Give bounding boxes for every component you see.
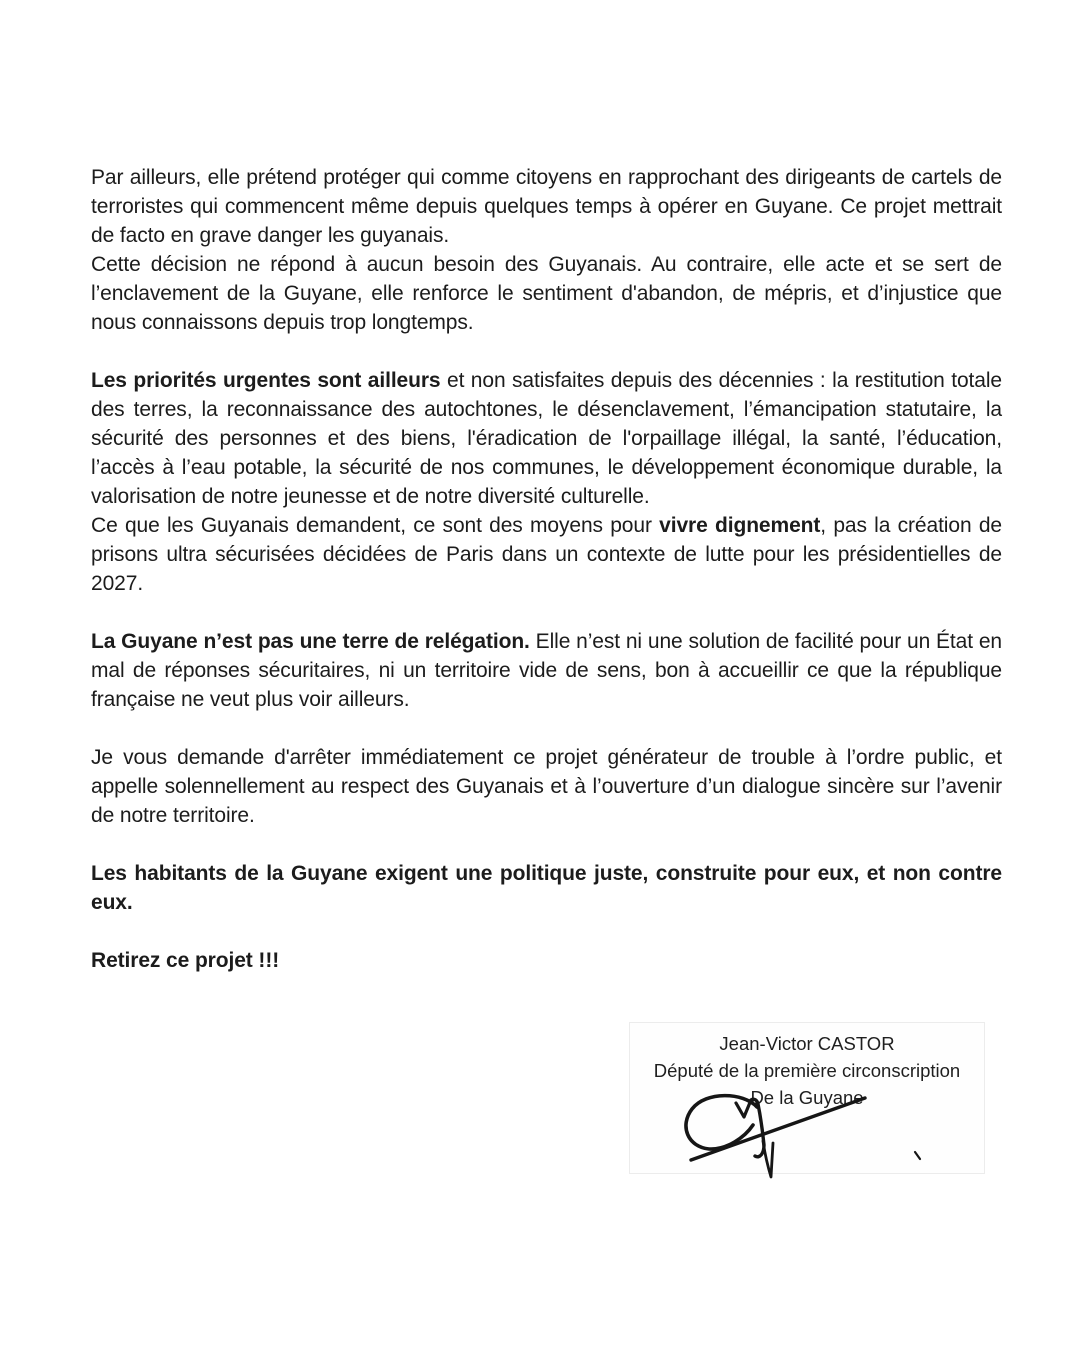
relegation-rest: Elle n’est ni une solution de facilité pour un État en mal de réponses sécuritaires, ni un territoire vide de sens, bon à accueillir ce que la république française ne veut plus voir ailleurs. (91, 630, 1002, 711)
paragraph-inhabitants-demand: Les habitants de la Guyane exigent une politique juste, construite pour eux, et non contre eux. (91, 862, 1002, 914)
priorities-bold-lead: Les priorités urgentes sont ailleurs (91, 369, 441, 392)
ink-tick (915, 1152, 920, 1159)
signatory-title: Député de la première circonscription (653, 1060, 961, 1081)
relegation-bold-lead: La Guyane n’est pas une terre de relégation. (91, 630, 530, 653)
letter-body (91, 163, 1002, 975)
paragraph-demand-withdrawal: Je vous demande d'arrêter immédiatement ce projet générateur de trouble à l’ordre public, et appelle solennellement au respect des Guyanais et à l’ouverture d’un dialogue sincère sur l’avenir de notre territoire. (91, 746, 1002, 827)
demands-rest: , pas la création de prisons ultra sécurisées décidées de Paris dans un contexte de lutte pour les présidentielles de 2027. (91, 514, 1002, 595)
signatory-region: De la Guyane (750, 1087, 864, 1108)
demands-bold-emphasis: vivre dignement (659, 514, 821, 537)
demands-lead: Ce que les Guyanais demandent, ce sont des moyens pour (91, 514, 660, 537)
paragraph-relegation (91, 627, 1002, 714)
signature-tail (763, 1141, 773, 1177)
paragraph-demands (91, 511, 1002, 598)
priorities-rest: et non satisfaites depuis des décennies : la restitution totale des terres, la reconnaissance des autochtones, le désenclavement, l’émancipation statutaire, la sécurité des personnes et des biens, l'éradication de l'orpaillage illégal, la santé, l’éducation, l’accès à l’eau potable, la sécurité de nos communes, le développement économique durable, la valorisation de notre jeunesse et de notre diversité culturelle. (91, 369, 1002, 508)
paragraph-decision-critique: Cette décision ne répond à aucun besoin des Guyanais. Au contraire, elle acte et se sert de l’enclavement de la Guyane, elle renforce le sentiment d'abandon, de mépris, et d’injustice que nous connaissons depuis trop longtemps. (91, 253, 1002, 334)
paragraph-retirez-projet: Retirez ce projet !!! (91, 949, 280, 972)
signature-block (629, 1022, 985, 1174)
signatory-name: Jean-Victor CASTOR (719, 1033, 895, 1054)
paragraph-priorities (91, 366, 1002, 511)
paragraph-protection-claim: Par ailleurs, elle prétend protéger qui comme citoyens en rapprochant des dirigeants de cartels de terroristes qui commencent même depuis quelques temps à opérer en Guyane. Ce projet mettrait de facto en grave danger les guyanais. (91, 166, 1002, 247)
